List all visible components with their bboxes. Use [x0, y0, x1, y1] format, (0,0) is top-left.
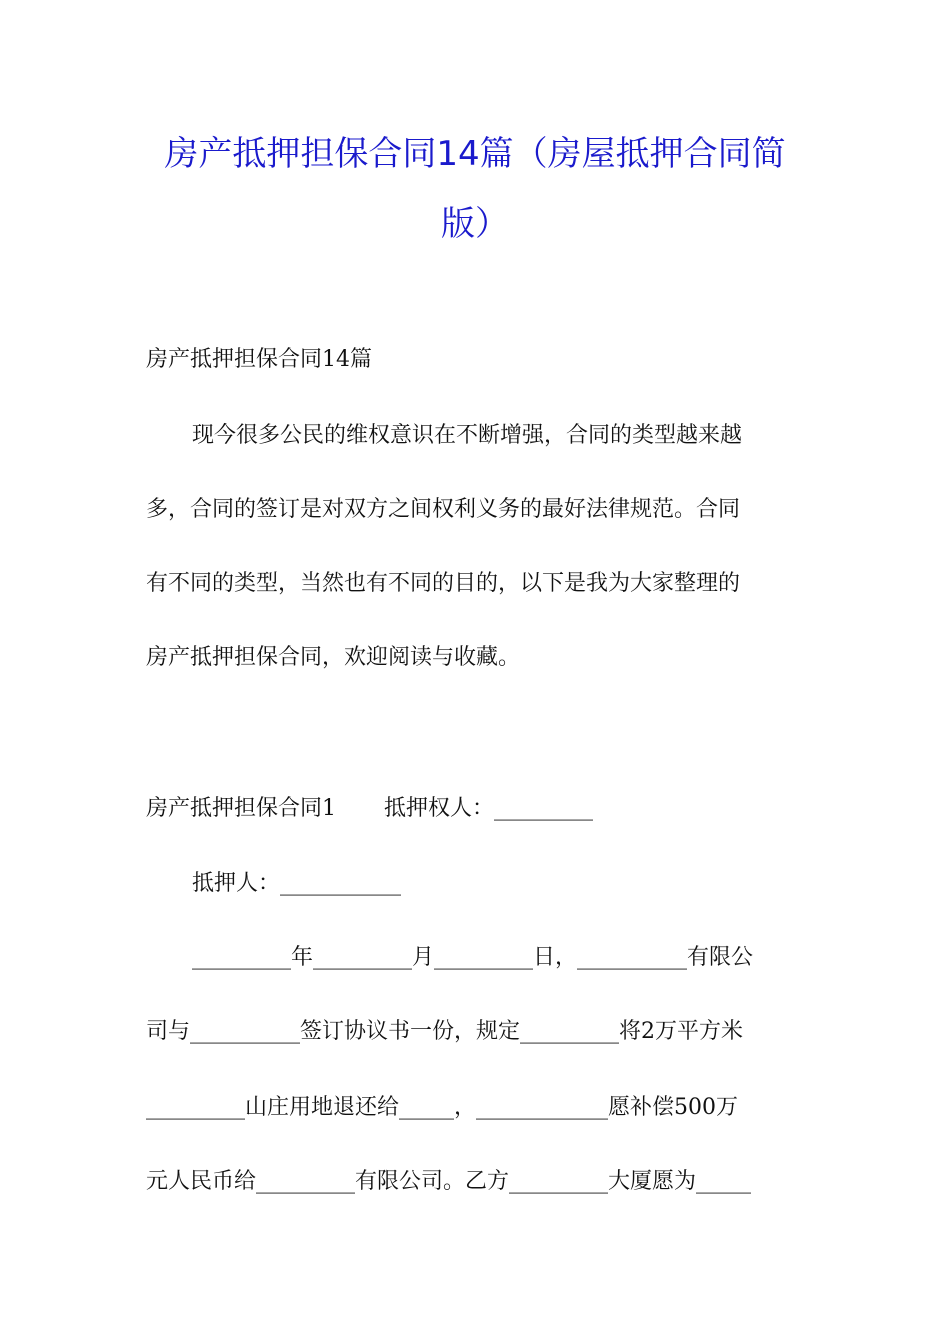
intro-paragraph-line: 有不同的类型，当然也有不同的目的，以下是我为大家整理的	[146, 571, 741, 596]
contract-body-line: _________山庄用地退还给_____，____________愿补偿500万	[146, 1095, 738, 1120]
mortgagee-field: 抵押权人：_________	[384, 796, 594, 821]
document-title-line-1: 房产抵押担保合同14篇（房屋抵押合同简	[164, 134, 786, 174]
contract-1-heading: 房产抵押担保合同1	[146, 796, 336, 821]
intro-paragraph-line: 房产抵押担保合同，欢迎阅读与收藏。	[146, 645, 521, 670]
contract-heading-row	[146, 795, 593, 823]
intro-paragraph-line: 现今很多公民的维权意识在不断增强，合同的类型越来越	[192, 423, 743, 448]
document-subtitle: 房产抵押担保合同14篇	[146, 347, 372, 372]
contract-body-line: 司与__________签订协议书一份，规定_________将2万平方米	[146, 1019, 743, 1044]
contract-body-line: _________年_________月_________日，__________有限公	[192, 945, 754, 970]
intro-paragraph-line: 多，合同的签订是对双方之间权利义务的最好法律规范。合同	[146, 497, 741, 522]
document-title-line-2: 版）	[441, 204, 509, 244]
contract-body-line: 元人民币给_________有限公司。乙方_________大厦愿为_____	[146, 1169, 752, 1194]
mortgagor-field: 抵押人：___________	[192, 871, 402, 896]
